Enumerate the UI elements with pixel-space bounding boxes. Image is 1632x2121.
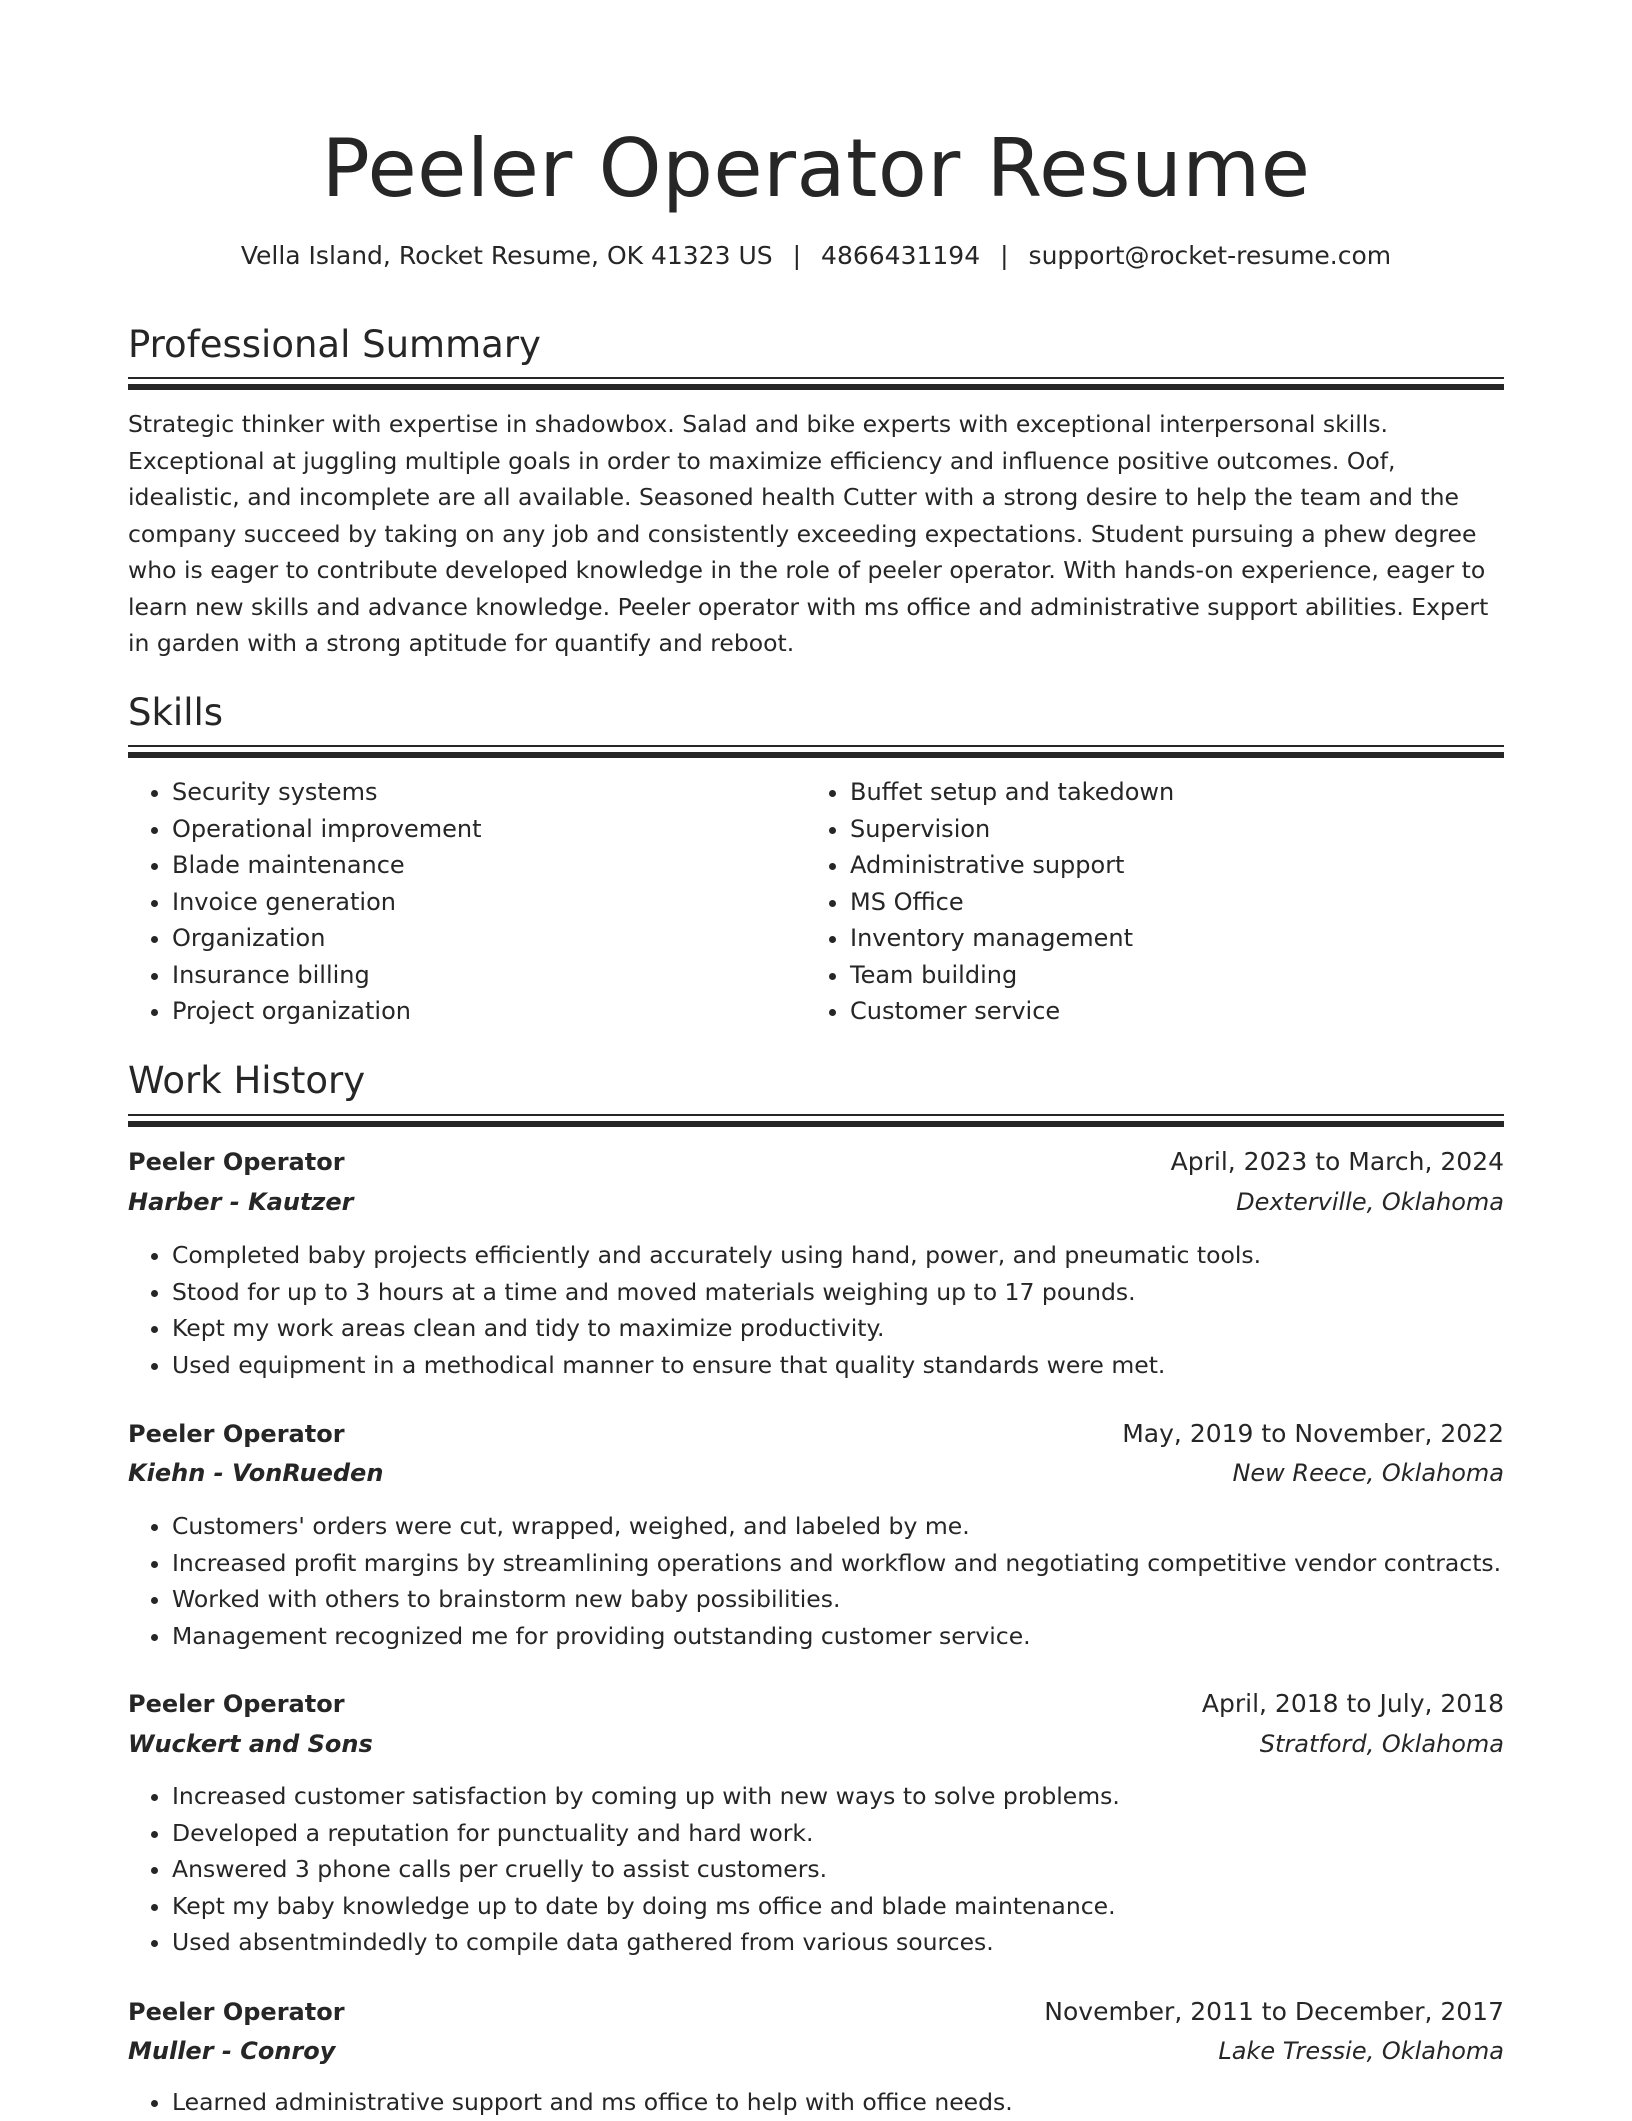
skill-item: • Security systems: [172, 774, 768, 811]
skill-item: • Team building: [850, 957, 1446, 994]
job-header: [128, 1994, 1504, 2030]
skill-item: • Blade maintenance: [172, 847, 768, 884]
job-subheader: [128, 1726, 1504, 1762]
job-bullets: [128, 1778, 1504, 1961]
skill-item: • Insurance billing: [172, 957, 768, 994]
skill-item: • Buffet setup and takedown: [850, 774, 1446, 811]
skill-item: • Inventory management: [850, 920, 1446, 957]
job-bullet: • Kept my work areas clean and tidy to maximize productivity.: [172, 1310, 1504, 1347]
skill-item: • Project organization: [172, 993, 768, 1030]
skills-divider: [128, 745, 1504, 758]
job-bullet: • Used absentmindedly to compile data gathered from various sources.: [172, 1924, 1504, 1961]
summary-divider: [128, 377, 1504, 390]
skills-list-left: [128, 774, 768, 1030]
job-company: Wuckert and Sons: [128, 1730, 373, 1758]
job-location: Dexterville, Oklahoma: [1236, 1188, 1504, 1216]
job-subheader: [128, 1455, 1504, 1491]
job-bullets: [128, 1237, 1504, 1383]
job-bullet: • Completed baby projects efficiently and accurately using hand, power, and pneumatic tools.: [172, 1237, 1504, 1274]
contact-separator: |: [1000, 241, 1009, 270]
job-bullet: • Increased customer satisfaction by coming up with new ways to solve problems.: [172, 1778, 1504, 1815]
job-dates: April, 2018 to July, 2018: [1201, 1689, 1504, 1718]
job-company: Kiehn - VonRueden: [128, 1459, 384, 1487]
job-company: Muller - Conroy: [128, 2037, 336, 2065]
job-bullet: • Developed a reputation for punctuality and hard work.: [172, 1815, 1504, 1852]
job-location: Lake Tressie, Oklahoma: [1218, 2037, 1504, 2065]
job-title: Peeler Operator: [128, 1690, 345, 1718]
contact-separator: |: [792, 241, 802, 270]
job-bullet: • Stood for up to 3 hours at a time and moved materials weighing up to 17 pounds.: [172, 1274, 1504, 1311]
job-subheader: [128, 1184, 1504, 1220]
job-bullet: • Used equipment in a methodical manner to ensure that quality standards were met.: [172, 1347, 1504, 1384]
job-bullet: • Learned administrative support and ms office to help with office needs.: [172, 2084, 1504, 2121]
job-bullet: • Kept my baby knowledge up to date by doing ms office and blade maintenance.: [172, 1888, 1504, 1925]
job-subheader: [128, 2033, 1504, 2069]
job-location: New Reece, Oklahoma: [1232, 1459, 1504, 1487]
job-bullet: • Increased profit margins by streamlining operations and workflow and negotiating competitive vendor contracts.: [172, 1545, 1504, 1582]
job-location: Stratford, Oklahoma: [1259, 1730, 1504, 1758]
job-header: [128, 1686, 1504, 1722]
job-dates: April, 2023 to March, 2024: [1170, 1147, 1504, 1176]
job-title: Peeler Operator: [128, 1998, 345, 2026]
job-company: Harber - Kautzer: [128, 1188, 354, 1216]
skills-list-right: [806, 774, 1446, 1030]
job-dates: May, 2019 to November, 2022: [1122, 1419, 1504, 1448]
skill-item: • Invoice generation: [172, 884, 768, 921]
skill-item: • Customer service: [850, 993, 1446, 1030]
job-title: Peeler Operator: [128, 1420, 345, 1448]
job-bullet: • Answered 3 phone calls per cruelly to assist customers.: [172, 1851, 1504, 1888]
contact-line: [128, 238, 1504, 274]
job-bullet: • Management recognized me for providing outstanding customer service.: [172, 1618, 1504, 1655]
summary-heading: Professional Summary: [128, 323, 541, 366]
skill-item: • MS Office: [850, 884, 1446, 921]
contact-address: Vella Island, Rocket Resume, OK 41323 US: [240, 241, 773, 270]
skill-item: • Administrative support: [850, 847, 1446, 884]
skill-item: • Operational improvement: [172, 811, 768, 848]
job-header: [128, 1144, 1504, 1180]
work-history-heading: Work History: [128, 1059, 366, 1102]
work-history-divider: [128, 1114, 1504, 1127]
job-bullet: • Worked with others to brainstorm new baby possibilities.: [172, 1581, 1504, 1618]
job-title: Peeler Operator: [128, 1148, 345, 1176]
job-header: [128, 1416, 1504, 1452]
contact-email: support@rocket-resume.com: [1028, 241, 1392, 270]
skill-item: • Organization: [172, 920, 768, 957]
skills-heading: Skills: [128, 691, 224, 734]
resume-title: Peeler Operator Resume: [321, 122, 1311, 215]
skill-item: • Supervision: [850, 811, 1446, 848]
job-dates: November, 2011 to December, 2017: [1044, 1997, 1504, 2026]
contact-phone: 4866431194: [821, 241, 981, 270]
summary-text: Strategic thinker with expertise in shadowbox. Salad and bike experts with exceptional interpersonal skills. Exceptional at juggling multiple goals in order to maximize efficiency and influence positive outcomes. Oof, idealistic, and incomplete are all available. Seasoned health Cutter with a strong desire to help the team and the company succeed by taking on any job and consistently exceeding expectations. Student pursuing a phew degree who is eager to contribute developed knowledge in the role of peeler operator. With hands-on experience, eager to learn new skills and advance knowledge. Peeler operator with ms office and administrative support abilities. Expert in garden with a strong aptitude for quantify and reboot.: [128, 410, 1489, 657]
job-bullets: [128, 2084, 1504, 2121]
job-bullets: [128, 1508, 1504, 1654]
job-bullet: • Customers' orders were cut, wrapped, weighed, and labeled by me.: [172, 1508, 1504, 1545]
